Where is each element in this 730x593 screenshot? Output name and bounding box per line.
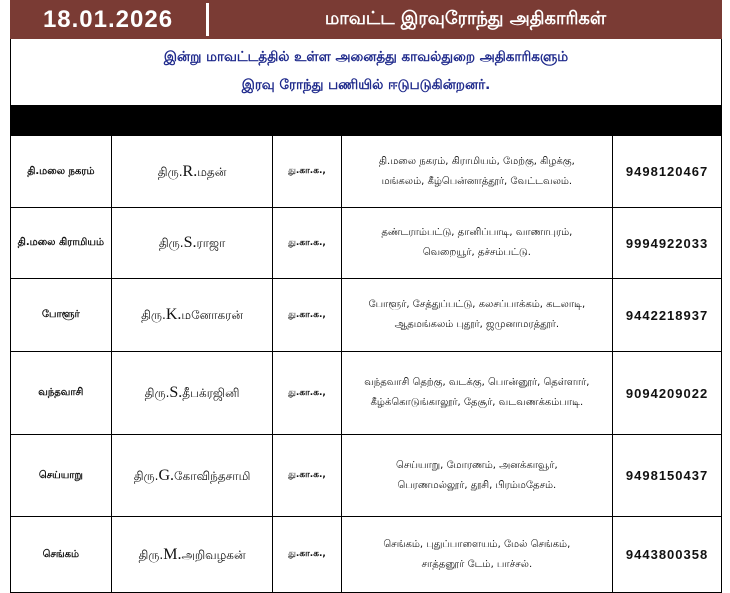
area-cell: செய்யாறு [11, 435, 112, 517]
phone-number: 9442218937 [613, 279, 722, 352]
officer-name-cell [111, 352, 273, 435]
jurisdiction-line-2: மங்கலம், கீழ்பென்னாத்தூர், வேட்டவலம். [381, 175, 573, 187]
date-label: 18.01.2026 [42, 5, 174, 33]
name-prefix: திரு. [141, 308, 166, 322]
jurisdiction-cell [341, 279, 613, 352]
intro-box [10, 39, 722, 105]
area-cell: செங்கம் [11, 517, 112, 593]
officer-name: தீபக்ரஜினி [182, 386, 240, 400]
name-prefix: திரு. [144, 386, 170, 400]
name-initial: G. [158, 466, 175, 484]
rank-cell: து.கா.க., [273, 517, 341, 593]
name-prefix: திரு. [158, 236, 184, 250]
officer-name-cell [111, 208, 273, 279]
officer-name-cell [111, 517, 273, 593]
officer-name: மனோகரன் [181, 308, 244, 322]
table-row [11, 136, 722, 208]
table-row [11, 352, 722, 435]
jurisdiction-line-2: கீழ்க்கொடுங்காலூர், தேசூர், வடவணக்கம்பாடி. [370, 397, 584, 408]
officer-name: அறிவழகன் [181, 547, 246, 562]
area-cell: தி.மலை நகரம் [11, 136, 112, 208]
area-cell: போளூர் [11, 279, 112, 352]
jurisdiction-line-1: செங்கம், புதுப்பாளையம், மேல் செங்கம், [383, 538, 571, 550]
officer-table [10, 135, 722, 593]
officer-name-cell [111, 279, 273, 352]
rank-cell: து.கா.க., [273, 136, 341, 208]
officer-name-cell [111, 435, 273, 517]
officer-name: கோவிந்தசாமி [174, 468, 251, 483]
phone-number: 9443800358 [613, 517, 722, 593]
name-prefix: திரு. [138, 547, 164, 562]
table-row [11, 435, 722, 517]
jurisdiction-line-2: சாத்தனூர் டேம், பாச்சல். [421, 558, 533, 570]
name-initial: K. [165, 306, 182, 323]
page-title: மாவட்ட இரவுரோந்து அதிகாரிகள் [324, 8, 607, 29]
jurisdiction-cell [341, 208, 613, 279]
header-bar [10, 0, 722, 39]
jurisdiction-cell [341, 435, 613, 517]
table-row [11, 279, 722, 352]
jurisdiction-cell [341, 352, 613, 435]
name-prefix: திரு. [133, 468, 159, 483]
phone-number: 9994922033 [613, 208, 722, 279]
officer-name-cell [111, 136, 273, 208]
name-initial: S. [169, 384, 183, 401]
phone-number: 9498150437 [613, 435, 722, 517]
jurisdiction-line-1: வந்தவாசி தெற்கு, வடக்கு, பொன்னூர், தெள்ளார், [364, 377, 590, 388]
jurisdiction-line-2: ஆதமங்கலம் புதூர், ஜமுனாமரத்தூர். [394, 319, 560, 330]
officer-name: மதன் [197, 164, 227, 179]
table-row [11, 517, 722, 593]
jurisdiction-line-1: தி.மலை நகரம், கிராமியம், மேற்கு, கிழக்கு, [378, 155, 575, 167]
phone-number: 9498120467 [613, 136, 722, 208]
name-prefix: திரு. [157, 164, 183, 179]
area-cell: தி.மலை கிராமியம் [11, 208, 112, 279]
rank-cell: து.கா.க., [273, 279, 341, 352]
area-cell: வந்தவாசி [11, 352, 112, 435]
intro-line-2: இரவு ரோந்து பணியில் ஈடுபடுகின்றனர். [241, 77, 491, 93]
jurisdiction-line-1: செய்யாறு, மோரணம், அனக்காவூர், [396, 459, 558, 471]
officer-name: ராஜா [196, 236, 226, 250]
table-header-bar [10, 105, 722, 135]
intro-line-1: இன்று மாவட்டத்தில் உள்ள அனைத்து காவல்துறை அதிகாரிகளும் [163, 49, 569, 65]
name-initial: R. [182, 162, 198, 180]
jurisdiction-line-2: பெரணமல்லூர், தூசி, பிரம்மதேசம். [397, 479, 557, 491]
jurisdiction-line-1: தண்டராம்பட்டு, தானிப்பாடி, வாணாபுரம், [381, 227, 573, 238]
rank-cell: து.கா.க., [273, 208, 341, 279]
jurisdiction-line-2: வெறையூர், தச்சம்பட்டு. [422, 247, 531, 258]
table-row [11, 208, 722, 279]
jurisdiction-cell [341, 517, 613, 593]
jurisdiction-line-1: போளூர், சேத்துப்பட்டு, கலசப்பாக்கம், கடலாடி, [368, 299, 586, 310]
phone-number: 9094209022 [613, 352, 722, 435]
jurisdiction-cell [341, 136, 613, 208]
rank-cell: து.கா.க., [273, 435, 341, 517]
rank-cell: து.கா.க., [273, 352, 341, 435]
name-initial: M. [163, 545, 182, 563]
name-initial: S. [183, 234, 197, 251]
